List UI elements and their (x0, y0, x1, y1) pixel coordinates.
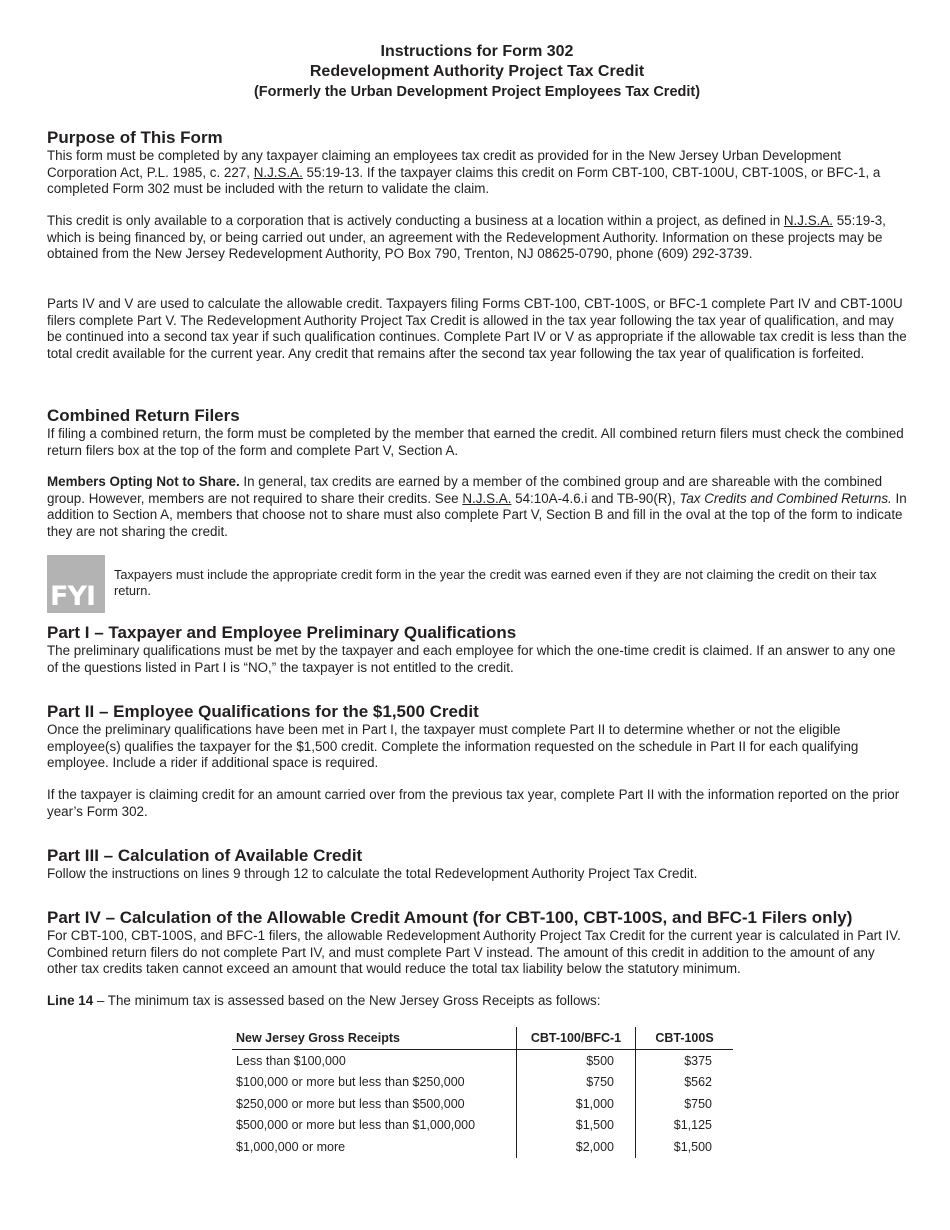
part2-section (47, 702, 907, 772)
minimum-tax-table (232, 1027, 733, 1158)
table-cell: $1,500 (636, 1136, 734, 1158)
part4-section (47, 908, 907, 978)
part3-paragraph: Follow the instructions on lines 9 through 12 to calculate the total Redevelopment Authority Project Tax Credit. (47, 866, 698, 881)
purpose-paragraph-1: This form must be completed by any taxpayer claiming an employees tax credit as provided for in the New Jersey Urban Development Corporation Act, P.L. 1985, c. 227, N.J.S.A. 55:19-13. If the taxpayer claims this credit on Form CBT-100, CBT-100U, CBT-100S, or BFC-1, a completed Form 302 must be included with the return to validate the claim. (47, 148, 881, 196)
table-header-cbt100s: CBT-100S (636, 1027, 734, 1050)
table-row (232, 1115, 733, 1137)
table-header-cbt100: CBT-100/BFC-1 (517, 1027, 636, 1050)
part2-heading: Part II – Employee Qualifications for the $1,500 Credit (47, 702, 479, 721)
part3-heading: Part III – Calculation of Available Credit (47, 846, 363, 865)
members-opting-paragraph: Members Opting Not to Share. In general, tax credits are earned by a member of the combined group and are shareable with the combined group. However, members are not required to share their credits. See N.J.S.A. 54:10A-4.6.i and TB-90(R), Tax Credits and Combined Returns. In addition to Section A, members that choose not to share must also complete Part V, Section B and fill in the oval at the top of the form to indicate they are not sharing the credit. (47, 474, 907, 539)
members-opting-block (47, 474, 907, 540)
line14-block (47, 993, 907, 1010)
table-cell: $1,125 (636, 1115, 734, 1137)
part1-heading: Part I – Taxpayer and Employee Preliminary Qualifications (47, 623, 517, 642)
table-cell: $1,500 (517, 1115, 636, 1137)
table-cell: $1,000,000 or more (236, 1139, 346, 1154)
purpose-section (47, 128, 907, 198)
table-row (232, 1050, 733, 1072)
part4-heading: Part IV – Calculation of the Allowable Credit Amount (for CBT-100, CBT-100S, and BFC-1 Filers only) (47, 908, 853, 927)
document-title: Instructions for Form 302 (380, 43, 574, 60)
combined-section (47, 406, 907, 459)
table-header-receipts: New Jersey Gross Receipts (232, 1027, 517, 1050)
table-cell: $100,000 or more but less than $250,000 (236, 1075, 465, 1090)
fyi-note (114, 567, 907, 599)
combined-paragraph-1: If filing a combined return, the form must be completed by the member that earned the credit. All combined return filers must check the combined return filers box at the top of the form and complete Part V, Section A. (47, 426, 904, 458)
table-cell: $1,000 (517, 1093, 636, 1115)
part4-paragraph: For CBT-100, CBT-100S, and BFC-1 filers, the allowable Redevelopment Authority Project Tax Credit for the current year is calculated in Part IV. Combined return filers do not complete Part IV, and must complete Part V instead. The amount of this credit in addition to the amount of any other tax credits taken cannot exceed an amount that would reduce the total tax liability below the statutory minimum. (47, 928, 901, 976)
table-header-row (232, 1027, 733, 1050)
table-row (232, 1072, 733, 1094)
table-cell: $562 (636, 1072, 734, 1094)
table-cell: $375 (636, 1050, 734, 1072)
table-row (232, 1136, 733, 1158)
part2-paragraph-1: Once the preliminary qualifications have been met in Part I, the taxpayer must complete Part II to determine whether or not the eligible employee(s) qualifies the taxpayer for the $1,500 credit. Complete the information requested on the schedule in Part II for each qualifying employee. Include a rider if additional space is required. (47, 722, 859, 770)
table-cell: $2,000 (517, 1136, 636, 1158)
purpose-paragraph-2: This credit is only available to a corporation that is actively conducting a business at a location within a project, as defined in N.J.S.A. 55:19-3, which is being financed by, or being carried out under, an agreement with the Redevelopment Authority. Information on these projects may be obtained from the New Jersey Redevelopment Authority, PO Box 790, Trenton, NJ 08625-0790, phone (609) 292-3739. (47, 213, 886, 261)
table-cell: $250,000 or more but less than $500,000 (236, 1096, 465, 1111)
table-cell: $500,000 or more but less than $1,000,000 (236, 1118, 476, 1133)
table-cell: Less than $100,000 (236, 1053, 346, 1068)
table-row (232, 1093, 733, 1115)
table-cell: $750 (636, 1093, 734, 1115)
fyi-text: Taxpayers must include the appropriate credit form in the year the credit was earned even if they are not claiming the credit on their tax return. (114, 567, 877, 598)
purpose-paragraph-3-block (47, 296, 907, 362)
line14-paragraph: Line 14 – The minimum tax is assessed based on the New Jersey Gross Receipts as follows: (47, 993, 601, 1008)
combined-heading: Combined Return Filers (47, 406, 240, 425)
part1-section (47, 623, 907, 676)
document-former-title: (Formerly the Urban Development Project Employees Tax Credit) (253, 84, 701, 100)
fyi-icon: FYI (47, 555, 105, 613)
purpose-paragraph-3: Parts IV and V are used to calculate the allowable credit. Taxpayers filing Forms CBT-100, CBT-100S, or BFC-1 complete Part IV and CBT-100U filers complete Part V. The Redevelopment Authority Project Tax Credit is allowed in the tax year following the tax year of qualification, and may be continued into a second tax year if such qualification continues. Complete Part IV or V as appropriate if the allowable tax credit is less than the total credit available for the current year. Any credit that remains after the second tax year following the tax year of qualification is forfeited. (47, 296, 907, 361)
table-cell: $500 (517, 1050, 636, 1072)
part2-paragraph-2: If the taxpayer is claiming credit for an amount carried over from the previous tax year, complete Part II with the information reported on the prior year’s Form 302. (47, 787, 900, 819)
part3-section (47, 846, 907, 883)
document-subtitle: Redevelopment Authority Project Tax Credit (309, 63, 645, 80)
purpose-heading: Purpose of This Form (47, 128, 223, 147)
purpose-paragraph-2-block (47, 213, 907, 263)
table-cell: $750 (517, 1072, 636, 1094)
part2-paragraph-2-block (47, 787, 907, 820)
part1-paragraph: The preliminary qualifications must be met by the taxpayer and each employee for which the one-time credit is claimed. If an answer to any one of the questions listed in Part I is “NO,” the taxpayer is not entitled to the credit. (47, 643, 896, 675)
